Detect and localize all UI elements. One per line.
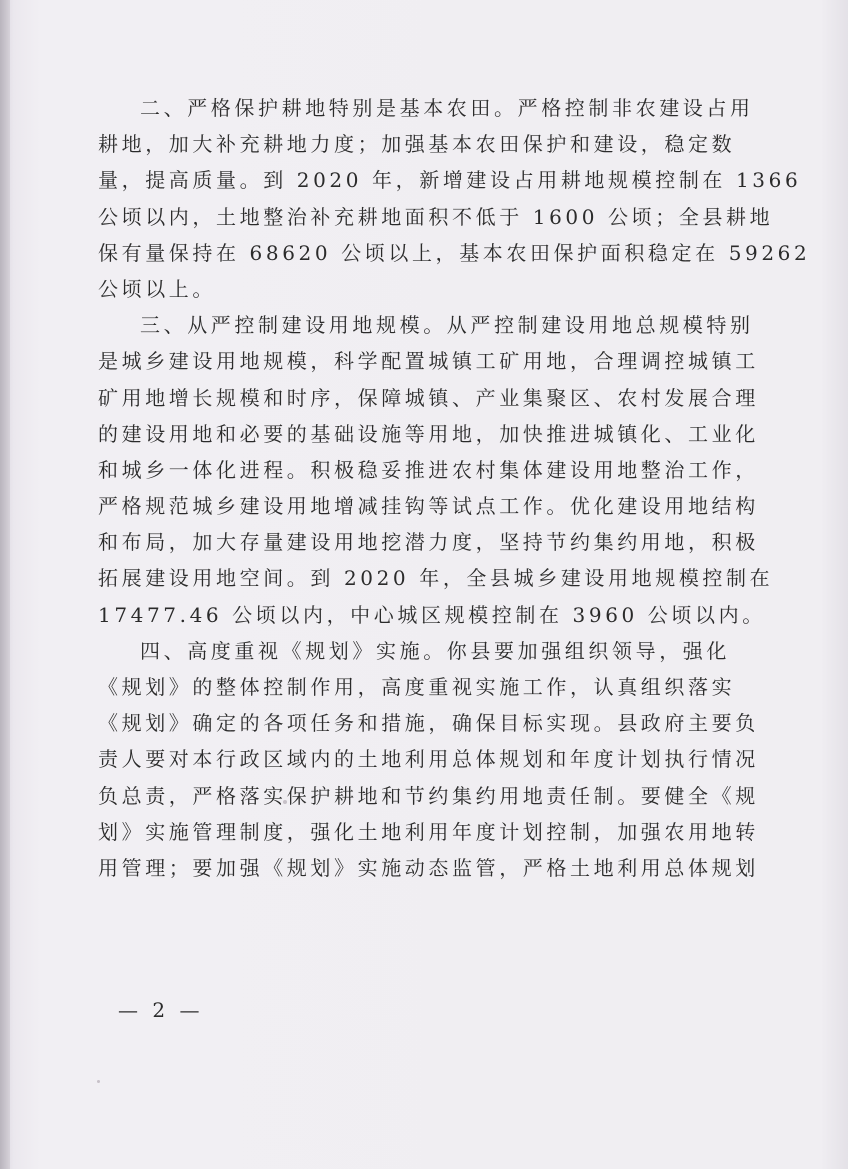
paragraph-line: 责人要对本行政区域内的土地利用总体规划和年度计划执行情况 xyxy=(98,747,759,772)
paragraph-line: 严格规范城乡建设用地增减挂钩等试点工作。优化建设用地结构 xyxy=(98,494,759,519)
paragraph-line: 负总责，严格落实保护耕地和节约集约用地责任制。要健全《规 xyxy=(98,783,759,808)
paragraph-line: 和布局，加大存量建设用地挖潜力度，坚持节约集约用地，积极 xyxy=(98,530,759,555)
paragraph-line: 划》实施管理制度，强化土地利用年度计划控制，加强农用地转 xyxy=(98,819,759,844)
paragraph-line: 和城乡一体化进程。积极稳妥推进农村集体建设用地整治工作， xyxy=(98,457,759,482)
paragraph-line: 的建设用地和必要的基础设施等用地，加快推进城镇化、工业化 xyxy=(98,421,759,446)
scan-speck xyxy=(97,1080,100,1083)
paragraph-line: 拓展建设用地空间。到 2020 年，全县城乡建设用地规模控制在 xyxy=(98,566,774,591)
scan-speck xyxy=(283,800,287,804)
page-number: — 2 — xyxy=(118,998,204,1022)
document-body xyxy=(98,90,811,886)
paragraph-line: 《规划》确定的各项任务和措施，确保目标实现。县政府主要负 xyxy=(98,711,759,736)
paragraph-line: 二、严格保护耕地特别是基本农田。严格控制非农建设占用 xyxy=(140,96,754,120)
paragraph-line: 17477.46 公顷以内，中心城区规模控制在 3960 公顷以内。 xyxy=(98,602,766,627)
paragraph-line: 保有量保持在 68620 公顷以上，基本农田保护面积稳定在 59262 xyxy=(98,240,811,265)
paragraph-line: 是城乡建设用地规模，科学配置城镇工矿用地，合理调控城镇工 xyxy=(98,349,759,374)
paragraph-line: 公顷以上。 xyxy=(98,276,216,301)
binding-shadow xyxy=(0,0,10,1169)
paragraph-line: 用管理；要加强《规划》实施动态监管，严格土地利用总体规划 xyxy=(98,855,759,880)
paragraph-line: 《规划》的整体控制作用，高度重视实施工作，认真组织落实 xyxy=(98,675,736,699)
paragraph-line: 耕地，加大补充耕地力度；加强基本农田保护和建设，稳定数 xyxy=(98,132,736,157)
paragraph-line: 量，提高质量。到 2020 年，新增建设占用耕地规模控制在 1366 xyxy=(98,168,802,193)
paragraph-line: 三、从严控制建设用地规模。从严控制建设用地总规模特别 xyxy=(140,313,754,338)
paragraph-line: 公顷以内，土地整治补充耕地面积不低于 1600 公顷；全县耕地 xyxy=(98,204,774,229)
paragraph-line: 四、高度重视《规划》实施。你县要加强组织领导，强化 xyxy=(140,638,730,663)
paragraph-line: 矿用地增长规模和时序，保障城镇、产业集聚区、农村发展合理 xyxy=(98,385,759,410)
